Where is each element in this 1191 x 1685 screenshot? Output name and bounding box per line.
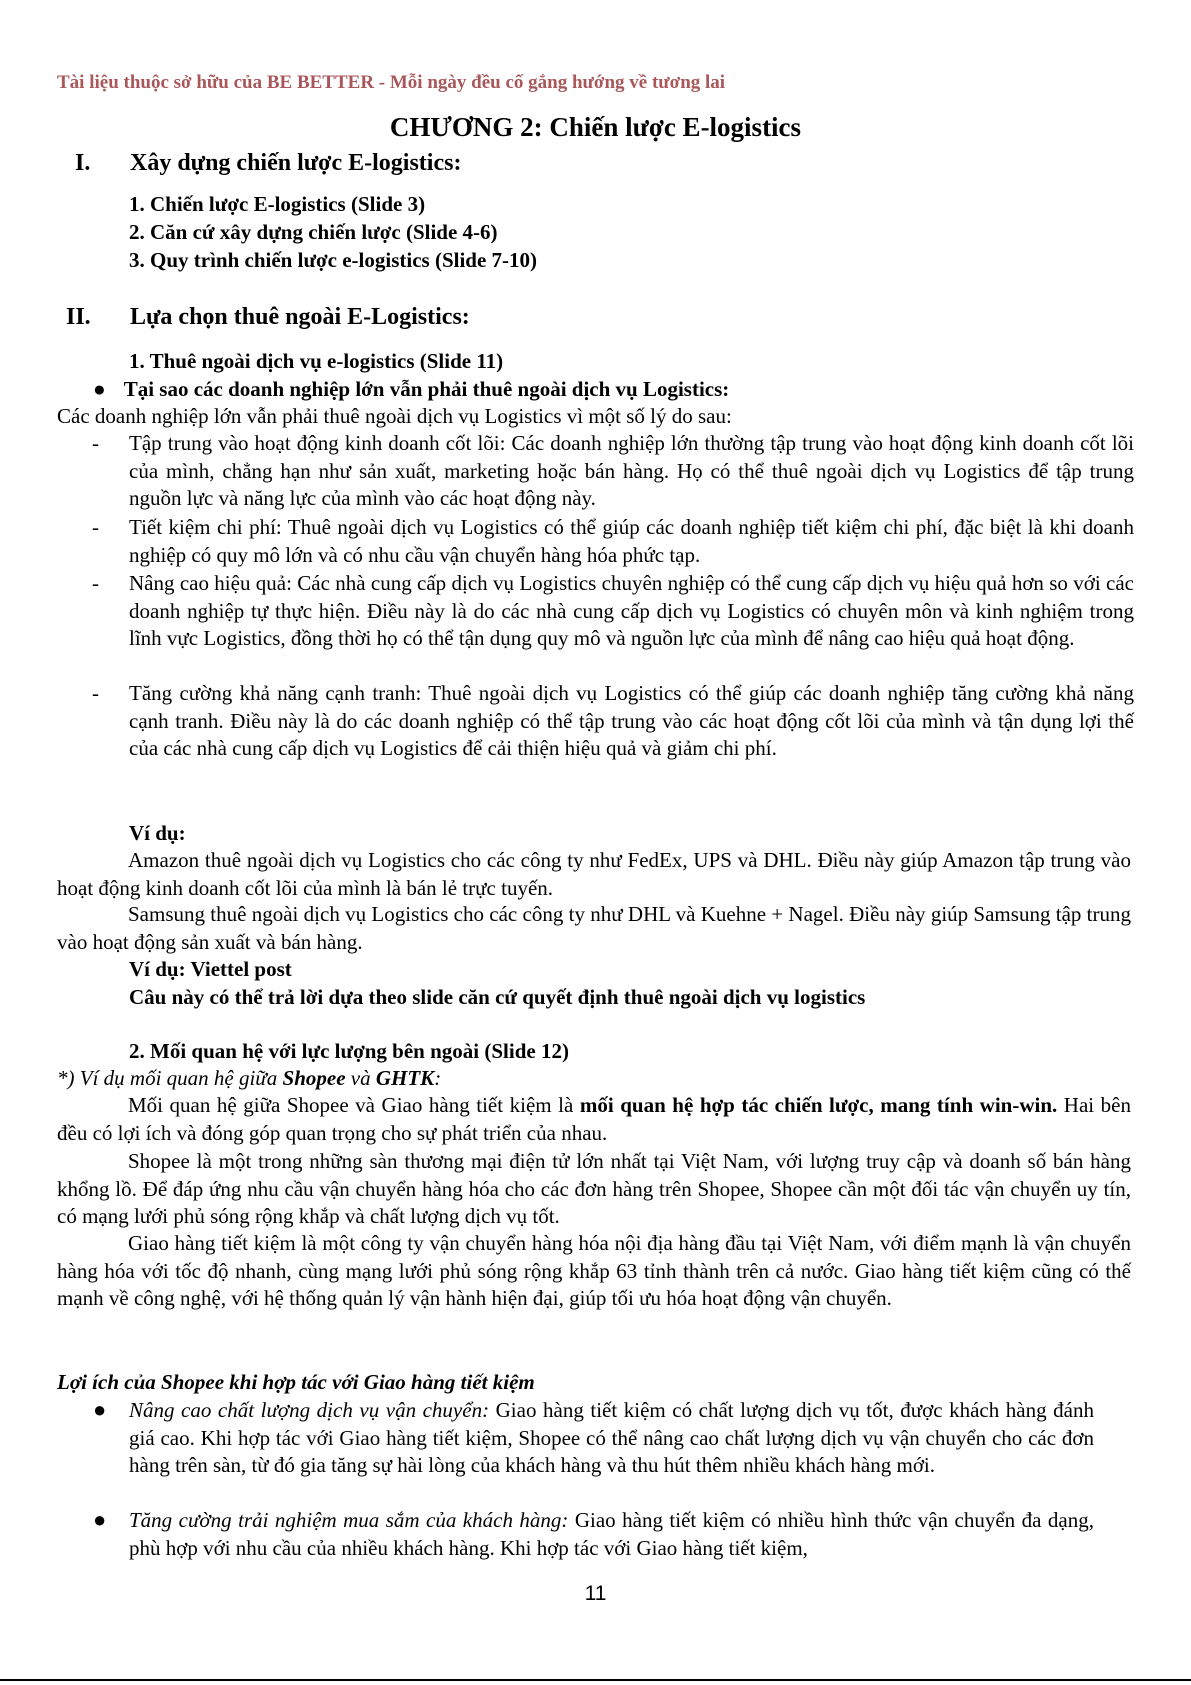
relation-example-suffix: : bbox=[434, 1066, 442, 1090]
relation-p1-b: Hai bên đều có lợi ích và đóng góp quan trọng cho sự phát triển của nhau. bbox=[57, 1093, 1131, 1145]
question-line bbox=[93, 375, 729, 403]
reason-item bbox=[57, 430, 1134, 513]
reason-text: Tiết kiệm chi phí: Thuê ngoài dịch vụ Logistics có thể giúp các doanh nghiệp tiết kiệm chi phí, đặc biệt là khi doanh nghiệp có quy mô lớn và có nhu cầu vận chuyển hàng hóa phức tạp. bbox=[129, 515, 1134, 567]
benefit-item bbox=[57, 1397, 1094, 1480]
reason-text: Tập trung vào hoạt động kinh doanh cốt lõi: Các doanh nghiệp lớn thường tập trung vào hoạt động kinh doanh cốt lõi của mình, chẳng hạn như sản xuất, marketing hoặc bán hàng. Họ có thể thuê ngoài dịch vụ Logistics để tập trung nguồn lực và năng lực của mình vào các hoạt động này. bbox=[129, 431, 1134, 510]
relation-example-prefix: *) Ví dụ mối quan hệ giữa bbox=[57, 1066, 283, 1090]
benefit-text bbox=[129, 1397, 1094, 1480]
section-2-title: Lựa chọn thuê ngoài E-Logistics: bbox=[130, 304, 470, 330]
relation-p1-bold: mối quan hệ hợp tác chiến lược, mang tính win-win. bbox=[579, 1093, 1058, 1117]
dash-marker: - bbox=[92, 571, 99, 595]
question-text: Tại sao các doanh nghiệp lớn vẫn phải thuê ngoài dịch vụ Logistics: bbox=[123, 377, 730, 401]
page-number: 11 bbox=[584, 1582, 607, 1605]
bottom-rule bbox=[0, 1679, 1191, 1681]
reason-text: Tăng cường khả năng cạnh tranh: Thuê ngoài dịch vụ Logistics có thể giúp các doanh nghiệp tăng cường khả năng cạnh tranh. Điều này là do các doanh nghiệp có thể tập trung vào các hoạt động cốt lõi của mình và tận dụng lợi thế của các nhà cung cấp dịch vụ Logistics để cải thiện hiệu quả và giảm chi phí. bbox=[129, 681, 1134, 760]
section-1-heading bbox=[75, 150, 461, 177]
relation-p1-a: Mối quan hệ giữa Shopee và Giao hàng tiết kiệm là bbox=[128, 1093, 580, 1117]
bullet-icon: ● bbox=[93, 1397, 107, 1422]
header-note: Tài liệu thuộc sở hữu của BE BETTER - Mỗi ngày đều cố gắng hướng về tương lai bbox=[57, 72, 726, 93]
subsection-1-title: 1. Thuê ngoài dịch vụ e-logistics (Slide 11) bbox=[129, 349, 504, 373]
relation-paragraph-2: Shopee là một trong những sàn thương mại điện tử lớn nhất tại Việt Nam, với lượng truy cập và doanh số bán hàng khổng lồ. Để đáp ứng nhu cầu vận chuyển hàng hóa cho các đơn hàng trên Shopee, Shopee cần một đối tác vận chuyển uy tín, có mạng lưới phủ sóng rộng khắp và chất lượng dịch vụ tốt. bbox=[57, 1149, 1131, 1228]
section-1-number: I. bbox=[75, 150, 91, 176]
section-1-title: Xây dựng chiến lược E-logistics: bbox=[130, 150, 462, 176]
example-samsung: Samsung thuê ngoài dịch vụ Logistics cho các công ty như DHL và Kuehne + Nagel. Điều này giúp Samsung tập trung vào hoạt động sản xuất và bán hàng. bbox=[57, 902, 1131, 954]
benefit-body: Giao hàng tiết kiệm có nhiều hình thức vận chuyển đa dạng, phù hợp với nhu cầu của nhiều khách hàng. Khi hợp tác với Giao hàng tiết kiệm, bbox=[129, 1508, 1094, 1560]
benefit-label: Nâng cao chất lượng dịch vụ vận chuyển: bbox=[129, 1398, 490, 1422]
reason-text: Nâng cao hiệu quả: Các nhà cung cấp dịch vụ Logistics chuyên nghiệp có thể cung cấp dịch vụ hiệu quả hơn so với các doanh nghiệp tự thực hiện. Điều này là do các nhà cung cấp dịch vụ Logistics có chuyên môn và kinh nghiệm trong lĩnh vực Logistics, đồng thời họ có thể tận dụng quy mô và nguồn lực của mình để nâng cao hiệu quả hoạt động. bbox=[129, 571, 1134, 650]
relation-example-and: và bbox=[345, 1066, 376, 1090]
section-2-number: II. bbox=[66, 304, 91, 330]
benefit-label: Tăng cường trải nghiệm mua sắm của khách hàng: bbox=[129, 1508, 569, 1532]
relation-example-ghtk: GHTK bbox=[375, 1066, 435, 1090]
example-amazon: Amazon thuê ngoài dịch vụ Logistics cho các công ty như FedEx, UPS và DHL. Điều này giúp Amazon tập trung vào hoạt động kinh doanh cốt lõi của mình là bán lẻ trực tuyến. bbox=[57, 848, 1131, 900]
benefit-text bbox=[129, 1507, 1094, 1562]
relation-example-heading bbox=[57, 1064, 441, 1092]
answer-note: Câu này có thể trả lời dựa theo slide căn cứ quyết định thuê ngoài dịch vụ logistics bbox=[129, 985, 866, 1009]
chapter-title bbox=[0, 112, 1191, 143]
section-1-item: 3. Quy trình chiến lược e-logistics (Slide 7-10) bbox=[129, 248, 538, 272]
relation-paragraph-3: Giao hàng tiết kiệm là một công ty vận chuyển hàng hóa nội địa hàng đầu tại Việt Nam, với điểm mạnh là vận chuyển hàng hóa với tốc độ nhanh, cùng mạng lưới phủ sóng rộng khắp 63 tỉnh thành trên cả nước. Giao hàng tiết kiệm cũng có thế mạnh về công nghệ, với hệ thống quản lý vận hành hiện đại, giúp tối ưu hóa hoạt động vận chuyển. bbox=[57, 1231, 1131, 1310]
reason-item bbox=[57, 570, 1134, 653]
dash-marker: - bbox=[92, 681, 99, 705]
reason-item bbox=[57, 680, 1134, 763]
subsection-2-title: 2. Mối quan hệ với lực lượng bên ngoài (Slide 12) bbox=[129, 1039, 569, 1063]
bullet-icon: ● bbox=[93, 1507, 107, 1532]
benefit-body: Giao hàng tiết kiệm có chất lượng dịch vụ tốt, được khách hàng đánh giá cao. Khi hợp tác với Giao hàng tiết kiệm, Shopee có thể nâng cao chất lượng dịch vụ vận chuyển cho các đơn hàng trên sàn, từ đó gia tăng sự hài lòng của khách hàng và thu hút thêm nhiều khách hàng mới. bbox=[129, 1398, 1094, 1477]
relation-example-shopee: Shopee bbox=[282, 1066, 346, 1090]
benefits-title: Lợi ích của Shopee khi hợp tác với Giao hàng tiết kiệm bbox=[57, 1370, 535, 1394]
section-2-heading bbox=[66, 304, 470, 331]
section-1-item: 2. Căn cứ xây dựng chiến lược (Slide 4-6) bbox=[129, 220, 498, 244]
example-viettel: Ví dụ: Viettel post bbox=[129, 957, 292, 981]
bullet-icon: ● bbox=[93, 377, 106, 401]
dash-marker: - bbox=[92, 431, 99, 455]
example-label: Ví dụ: bbox=[129, 821, 186, 845]
intro-text: Các doanh nghiệp lớn vẫn phải thuê ngoài dịch vụ Logistics vì một số lý do sau: bbox=[57, 404, 732, 428]
dash-marker: - bbox=[92, 515, 99, 539]
relation-paragraph-1 bbox=[57, 1092, 1131, 1147]
chapter-title-text: CHƯƠNG 2: Chiến lược E-logistics bbox=[389, 112, 802, 142]
section-1-item: 1. Chiến lược E-logistics (Slide 3) bbox=[129, 192, 426, 216]
reason-item bbox=[57, 514, 1134, 569]
benefit-item bbox=[57, 1507, 1094, 1562]
